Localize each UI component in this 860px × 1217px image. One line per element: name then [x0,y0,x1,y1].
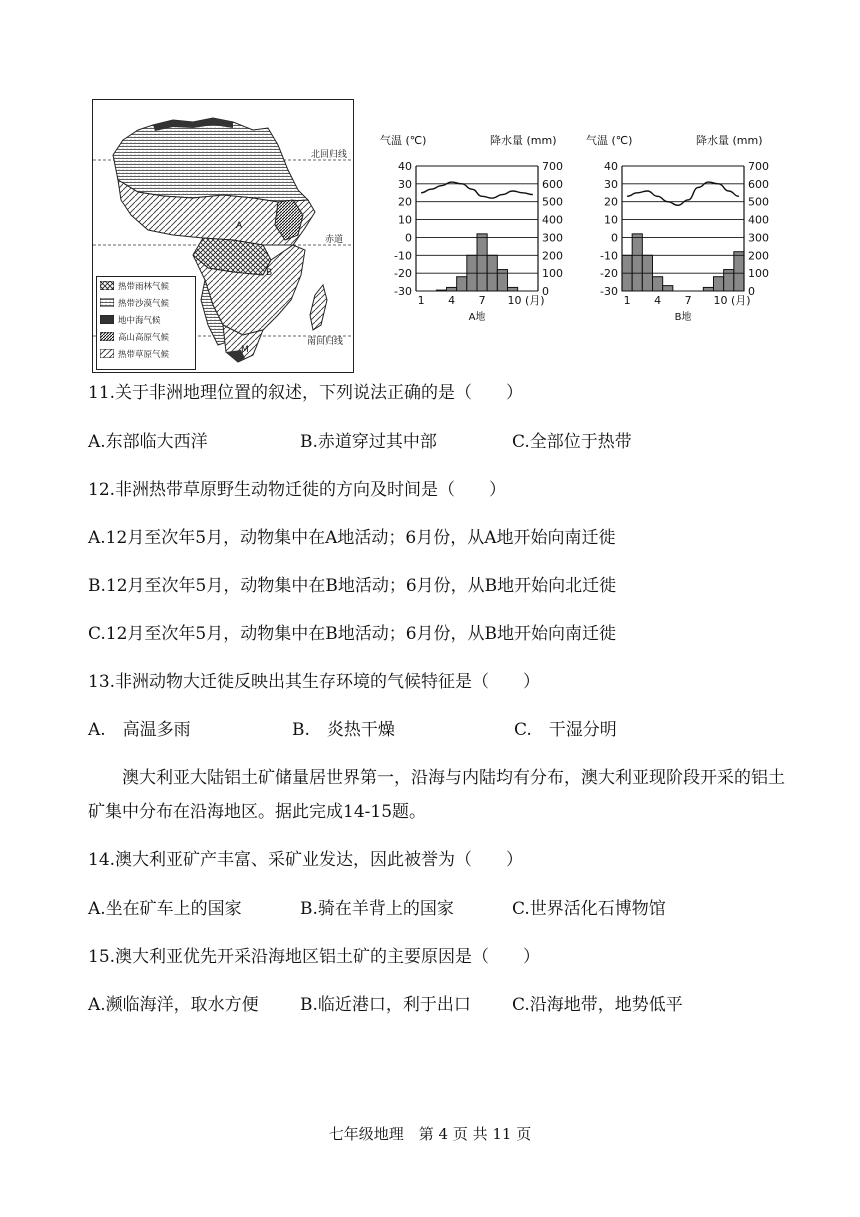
legend-item-mediterranean [97,311,195,328]
chart-b-x-tick: 7 [684,294,692,307]
crosshatch-pattern-icon [100,281,114,290]
point-m-label: M [241,345,249,355]
legend-item-rainforest [97,277,195,294]
question-14-option-c[interactable]: C.世界活化石博物馆 [512,899,666,919]
chart-a-right-axis-title: 降水量 (mm) [490,134,557,147]
question-14-option-b[interactable]: B.骑在羊背上的国家 [300,899,454,919]
chart-b-right-tick: 700 [748,160,769,173]
chart-a-right-tick: 0 [542,285,549,298]
chart-a-right-tick: 400 [542,213,563,227]
chart-a-x-tick: 10 (月) [507,294,545,307]
chart-a-left-tick: 0 [405,231,412,245]
chart-b-right-tick: 0 [748,285,755,298]
question-15-option-b[interactable]: B.临近港口，利于出口 [300,995,471,1015]
point-a-label: A [236,221,243,231]
climate-chart-a [380,128,580,328]
legend-label: 热带草原气候 [118,349,170,360]
legend-item-desert [97,294,195,311]
question-11-option-c[interactable]: C.全部位于热带 [512,432,632,452]
chart-b-right-tick: 500 [748,195,769,209]
chart-b-right-tick: 100 [748,267,769,281]
chart-a-x-tick: 4 [448,294,456,307]
chart-a-right-tick: 700 [542,160,563,173]
question-14-stem: 14.澳大利亚矿产丰富、采矿业发达，因此被誉为（ ） [88,850,524,870]
chart-a-temperature-line [421,182,533,198]
chart-b-x-tick: 1 [623,294,631,307]
map-legend [96,276,196,370]
chart-a-right-tick: 200 [542,249,563,263]
chart-b-x-tick: 10 (月) [713,294,751,307]
chart-a-precip-bar [508,287,518,291]
chart-a-left-tick: -20 [394,267,412,281]
reading-passage: 澳大利亚大陆铝土矿储量居世界第一，沿海与内陆均有分布，澳大利亚现阶段开采的铝土矿集中分布在沿海地区。据此完成14-15题。 [88,768,785,822]
question-11-stem: 11.关于非洲地理位置的叙述，下列说法正确的是（ ） [88,383,524,403]
legend-item-highland [97,328,195,345]
legend-label: 热带雨林气候 [118,281,170,292]
chart-b-left-tick: 40 [604,160,618,173]
legend-label: 地中海气候 [118,315,161,326]
chart-b-right-tick: 400 [748,213,769,227]
chart-a-left-tick: 20 [398,195,412,209]
chart-b-precip-bar [663,286,673,291]
question-12-stem: 12.非洲热带草原野生动物迁徙的方向及时间是（ ） [88,480,507,500]
legend-label: 高山高原气候 [118,332,170,343]
legend-label: 热带沙漠气候 [118,298,170,309]
chart-b-left-tick: 0 [611,231,618,245]
chart-b-left-tick: 10 [604,213,618,227]
chart-b-left-tick: -30 [600,285,618,298]
question-13-option-b[interactable]: B. 炎热干燥 [292,720,395,740]
chart-b-right-tick: 200 [748,249,769,263]
chart-a-precip-bar [477,234,487,291]
chart-b-precip-bar [632,234,642,291]
question-15-stem: 15.澳大利亚优先开采沿海地区铝土矿的主要原因是（ ） [88,947,541,967]
chart-b-left-tick: -20 [600,267,618,281]
question-12-option-c[interactable]: C.12月至次年5月，动物集中在B地活动；6月份，从B地开始向南迁徙 [88,624,617,644]
chart-a-left-tick: 30 [398,177,412,191]
chart-a-left-tick: 40 [398,160,412,173]
tropic-of-capricorn-label: 南回归线 [307,337,344,347]
chart-a-left-tick: -10 [394,249,412,263]
chart-b-precip-bar [714,277,724,291]
page-footer: 七年级地理 第 4 页 共 11 页 [328,1125,532,1143]
chart-b-right-tick: 600 [748,177,769,191]
chart-b-precip-bar [734,252,744,291]
chart-a-left-tick: -30 [394,285,412,298]
chart-a-x-tick: 1 [417,294,425,307]
question-12-option-b[interactable]: B.12月至次年5月，动物集中在B地活动；6月份，从B地开始向北迁徙 [88,576,617,596]
chart-a-precip-bar [457,277,467,291]
chart-a-right-tick: 600 [542,177,563,191]
equator-label: 赤道 [325,235,344,245]
chart-a-left-axis-title: 气温 (℃) [380,134,427,147]
question-15-option-a[interactable]: A.濒临海洋，取水方便 [88,995,259,1015]
dense-diagonal-pattern-icon [100,332,114,341]
chart-b-left-axis-title: 气温 (℃) [586,134,633,147]
chart-a-right-tick: 500 [542,195,563,209]
chart-b-right-axis-title: 降水量 (mm) [696,134,763,147]
chart-b-right-tick: 300 [748,231,769,245]
solid-dark-pattern-icon [100,315,114,324]
question-13-stem: 13.非洲动物大迁徙反映出其生存环境的气候特征是（ ） [88,672,541,692]
climate-chart-b [586,128,786,328]
chart-b-left-tick: 30 [604,177,618,191]
africa-climate-map [92,99,354,373]
point-b-label: B [266,268,273,278]
question-11-option-b[interactable]: B.赤道穿过其中部 [300,432,437,452]
chart-a-precip-bar [447,287,457,291]
question-11-option-a[interactable]: A.东部临大西洋 [88,432,208,452]
chart-a-right-tick: 100 [542,267,563,281]
sparse-diagonal-pattern-icon [100,349,114,358]
tropic-of-cancer-label: 北回归线 [311,150,348,160]
chart-b-left-tick: -10 [600,249,618,263]
chart-a-right-tick: 300 [542,231,563,245]
chart-b-chart-title: B地 [674,312,692,323]
chart-a-chart-title: A地 [468,312,486,323]
horizontal-lines-pattern-icon [100,298,114,307]
question-14-option-a[interactable]: A.坐在矿车上的国家 [88,899,242,919]
question-13-option-c[interactable]: C. 干湿分明 [514,720,617,740]
question-15-option-c[interactable]: C.沿海地带，地势低平 [512,995,683,1015]
chart-b-x-tick: 4 [654,294,662,307]
chart-a-x-tick: 7 [478,294,486,307]
legend-item-savanna [97,345,195,362]
chart-b-precip-bar [703,287,713,291]
question-12-option-a[interactable]: A.12月至次年5月，动物集中在A地活动；6月份，从A地开始向南迁徙 [88,528,616,548]
chart-b-left-tick: 20 [604,195,618,209]
chart-b-precip-bar [653,277,663,291]
question-13-option-a[interactable]: A. 高温多雨 [88,720,191,740]
chart-a-left-tick: 10 [398,213,412,227]
